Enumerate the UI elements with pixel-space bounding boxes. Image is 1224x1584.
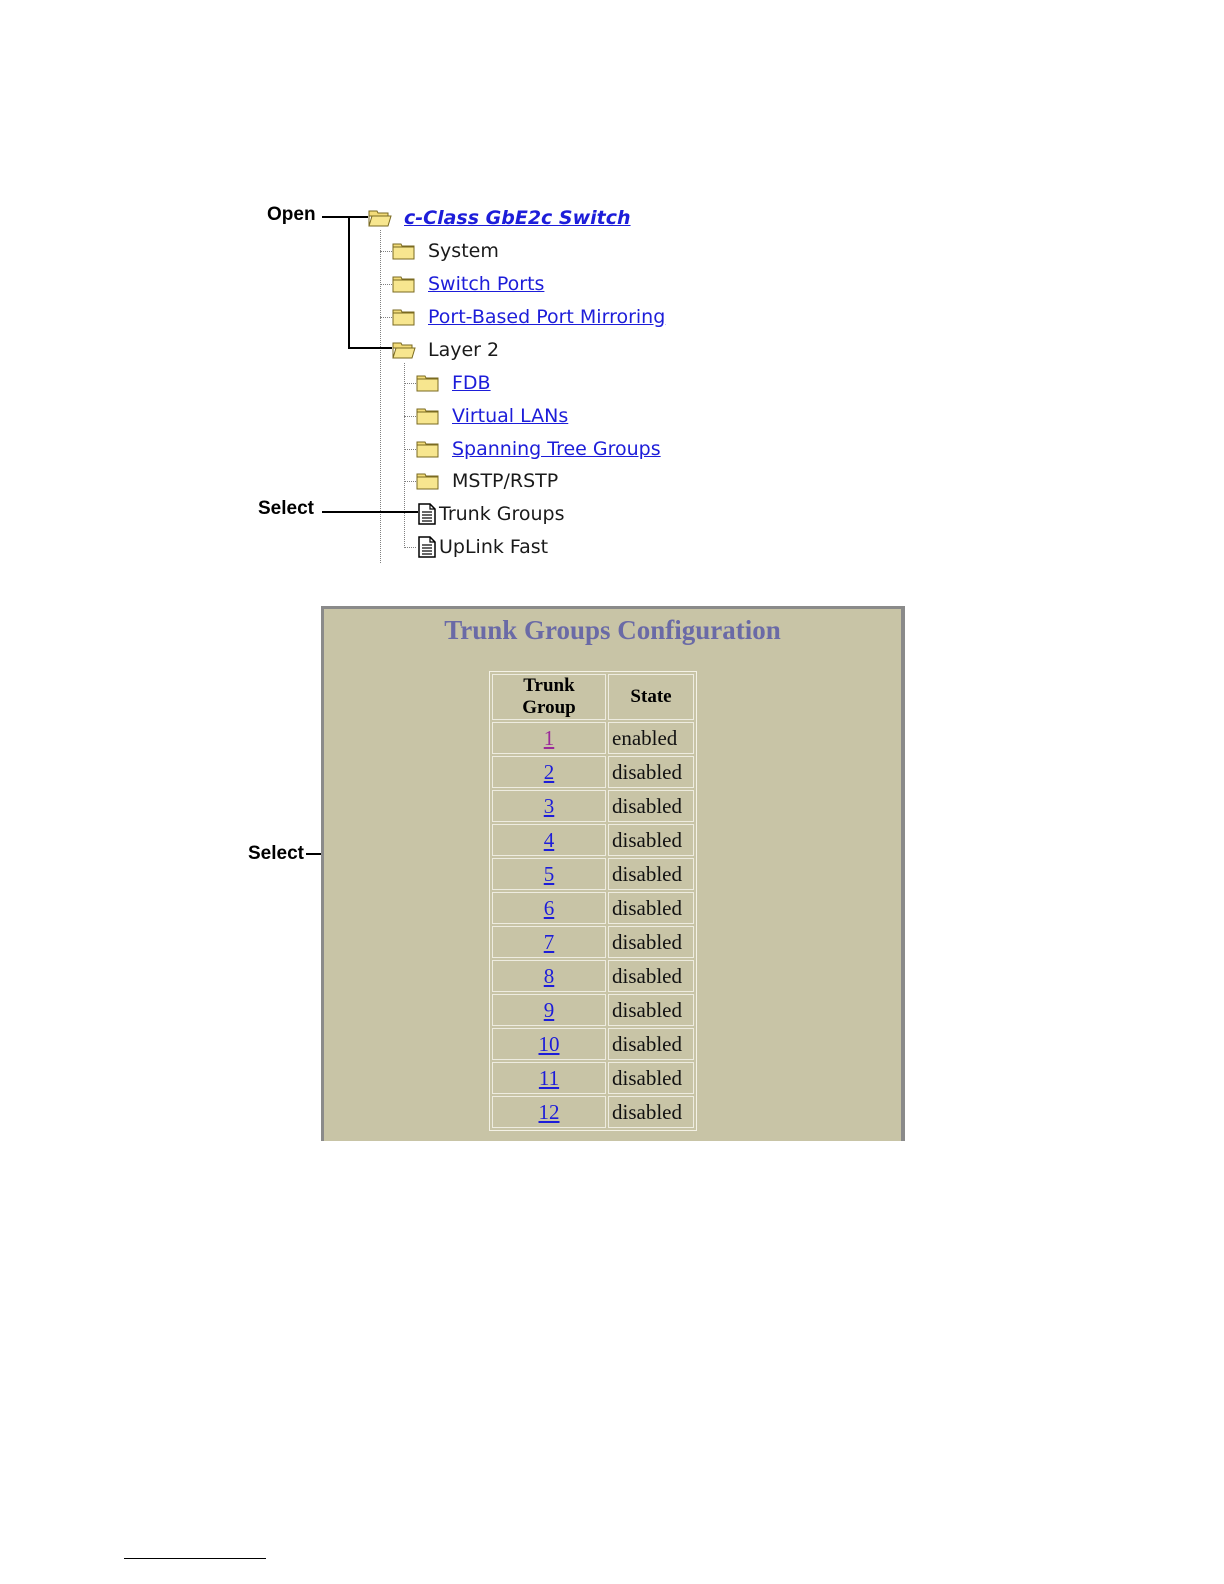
- trunk-group-cell: [492, 1062, 606, 1094]
- callout-line: [348, 216, 350, 349]
- trunk-group-cell: [492, 994, 606, 1026]
- tree-connector: [404, 547, 416, 548]
- trunk-groups-table: [489, 671, 697, 1131]
- callout-line: [322, 216, 368, 218]
- document-icon: [418, 536, 436, 558]
- tree-item-label[interactable]: UpLink Fast: [439, 536, 549, 558]
- callout-select-table-label: Select: [248, 843, 304, 864]
- tree-item-uplink-fast[interactable]: [418, 533, 548, 561]
- table-row: [492, 824, 694, 856]
- tree-item-system[interactable]: [392, 237, 499, 265]
- trunk-group-link[interactable]: 11: [538, 1065, 560, 1090]
- tree-item-layer-2[interactable]: [392, 336, 499, 364]
- trunk-group-link[interactable]: 4: [543, 827, 555, 852]
- table-row: [492, 1096, 694, 1128]
- tree-connector: [404, 416, 416, 417]
- tree-item-label[interactable]: FDB: [452, 372, 491, 394]
- trunk-group-cell: [492, 960, 606, 992]
- tree-item-label[interactable]: Trunk Groups: [439, 503, 565, 525]
- trunk-group-cell: [492, 824, 606, 856]
- table-row: [492, 994, 694, 1026]
- trunk-groups-panel: [321, 606, 905, 1141]
- tree-item-switch-ports[interactable]: [392, 270, 544, 298]
- trunk-state-cell: disabled: [608, 756, 694, 788]
- trunk-state-cell: disabled: [608, 1062, 694, 1094]
- tree-item-fdb[interactable]: [416, 369, 491, 397]
- tree-connector: [380, 251, 392, 252]
- table-row: [492, 960, 694, 992]
- trunk-group-link[interactable]: 6: [543, 895, 555, 920]
- trunk-state-cell: disabled: [608, 1028, 694, 1060]
- callout-line: [322, 511, 418, 513]
- tree-connector: [380, 317, 392, 318]
- tree-item-port-mirroring[interactable]: [392, 303, 665, 331]
- page-title: Trunk Groups Configuration: [444, 615, 781, 645]
- document-icon: [418, 503, 436, 525]
- trunk-group-cell: [492, 1028, 606, 1060]
- trunk-group-cell: [492, 858, 606, 890]
- callout-open-label: Open: [267, 204, 316, 225]
- trunk-state-cell: disabled: [608, 824, 694, 856]
- tree-connector: [380, 284, 392, 285]
- tree-item-spanning-tree-groups[interactable]: [416, 435, 661, 463]
- table-row: [492, 1062, 694, 1094]
- tree-item-label[interactable]: MSTP/RSTP: [452, 470, 559, 492]
- trunk-state-cell: disabled: [608, 858, 694, 890]
- tree-item-mstp-rstp[interactable]: [416, 467, 558, 495]
- tree-connector: [404, 481, 416, 482]
- trunk-group-link[interactable]: 8: [543, 963, 555, 988]
- tree-item-label[interactable]: Layer 2: [428, 339, 500, 361]
- trunk-state-cell: disabled: [608, 994, 694, 1026]
- trunk-state-cell: disabled: [608, 790, 694, 822]
- trunk-group-cell: [492, 926, 606, 958]
- tree-root-label[interactable]: c-Class GbE2c Switch: [404, 207, 631, 229]
- trunk-group-cell: [492, 722, 606, 754]
- trunk-group-link[interactable]: 3: [543, 793, 555, 818]
- tree-connector: [404, 383, 416, 384]
- trunk-state-cell: disabled: [608, 1096, 694, 1128]
- column-header-state: State: [608, 674, 694, 720]
- table-row: [492, 722, 694, 754]
- trunk-group-link[interactable]: 10: [538, 1031, 560, 1056]
- folder-icon: [416, 472, 440, 490]
- tree-connector: [380, 230, 381, 563]
- tree-connector: [404, 363, 405, 548]
- column-header-trunk-group: Trunk Group: [492, 674, 606, 720]
- trunk-state-cell: disabled: [608, 892, 694, 924]
- tree-root[interactable]: [368, 204, 631, 232]
- tree-connector: [404, 449, 416, 450]
- trunk-group-link[interactable]: 2: [543, 759, 555, 784]
- trunk-state-cell: disabled: [608, 960, 694, 992]
- tree-item-label[interactable]: System: [428, 240, 499, 262]
- trunk-group-link[interactable]: 9: [543, 997, 555, 1022]
- folder-icon: [392, 308, 416, 326]
- table-row: [492, 790, 694, 822]
- callout-select-tree-label: Select: [258, 498, 314, 519]
- table-row: [492, 858, 694, 890]
- table-row: [492, 926, 694, 958]
- folder-open-icon: [368, 209, 392, 227]
- tree-item-label[interactable]: Port-Based Port Mirroring: [428, 306, 666, 328]
- tree-item-trunk-groups[interactable]: [418, 500, 565, 528]
- table-row: [492, 892, 694, 924]
- callout-line: [348, 347, 392, 349]
- trunk-group-link[interactable]: 12: [538, 1099, 560, 1124]
- folder-icon: [416, 407, 440, 425]
- trunk-groups-table-body: [492, 722, 694, 1128]
- tree-item-label[interactable]: Virtual LANs: [452, 405, 569, 427]
- folder-open-icon: [392, 341, 416, 359]
- tree-item-label[interactable]: Spanning Tree Groups: [452, 438, 661, 460]
- trunk-group-cell: [492, 1096, 606, 1128]
- table-row: [492, 1028, 694, 1060]
- trunk-group-link[interactable]: 1: [543, 725, 555, 750]
- folder-icon: [416, 440, 440, 458]
- trunk-group-cell: [492, 790, 606, 822]
- tree-item-virtual-lans[interactable]: [416, 402, 568, 430]
- folder-icon: [392, 275, 416, 293]
- trunk-group-link[interactable]: 5: [543, 861, 555, 886]
- trunk-group-cell: [492, 756, 606, 788]
- trunk-group-link[interactable]: 7: [543, 929, 555, 954]
- trunk-group-cell: [492, 892, 606, 924]
- tree-item-label[interactable]: Switch Ports: [428, 273, 545, 295]
- table-header-row: [492, 674, 694, 720]
- footnote-rule: [124, 1558, 266, 1559]
- folder-icon: [392, 242, 416, 260]
- folder-icon: [416, 374, 440, 392]
- trunk-state-cell: disabled: [608, 926, 694, 958]
- table-row: [492, 756, 694, 788]
- trunk-state-cell: enabled: [608, 722, 694, 754]
